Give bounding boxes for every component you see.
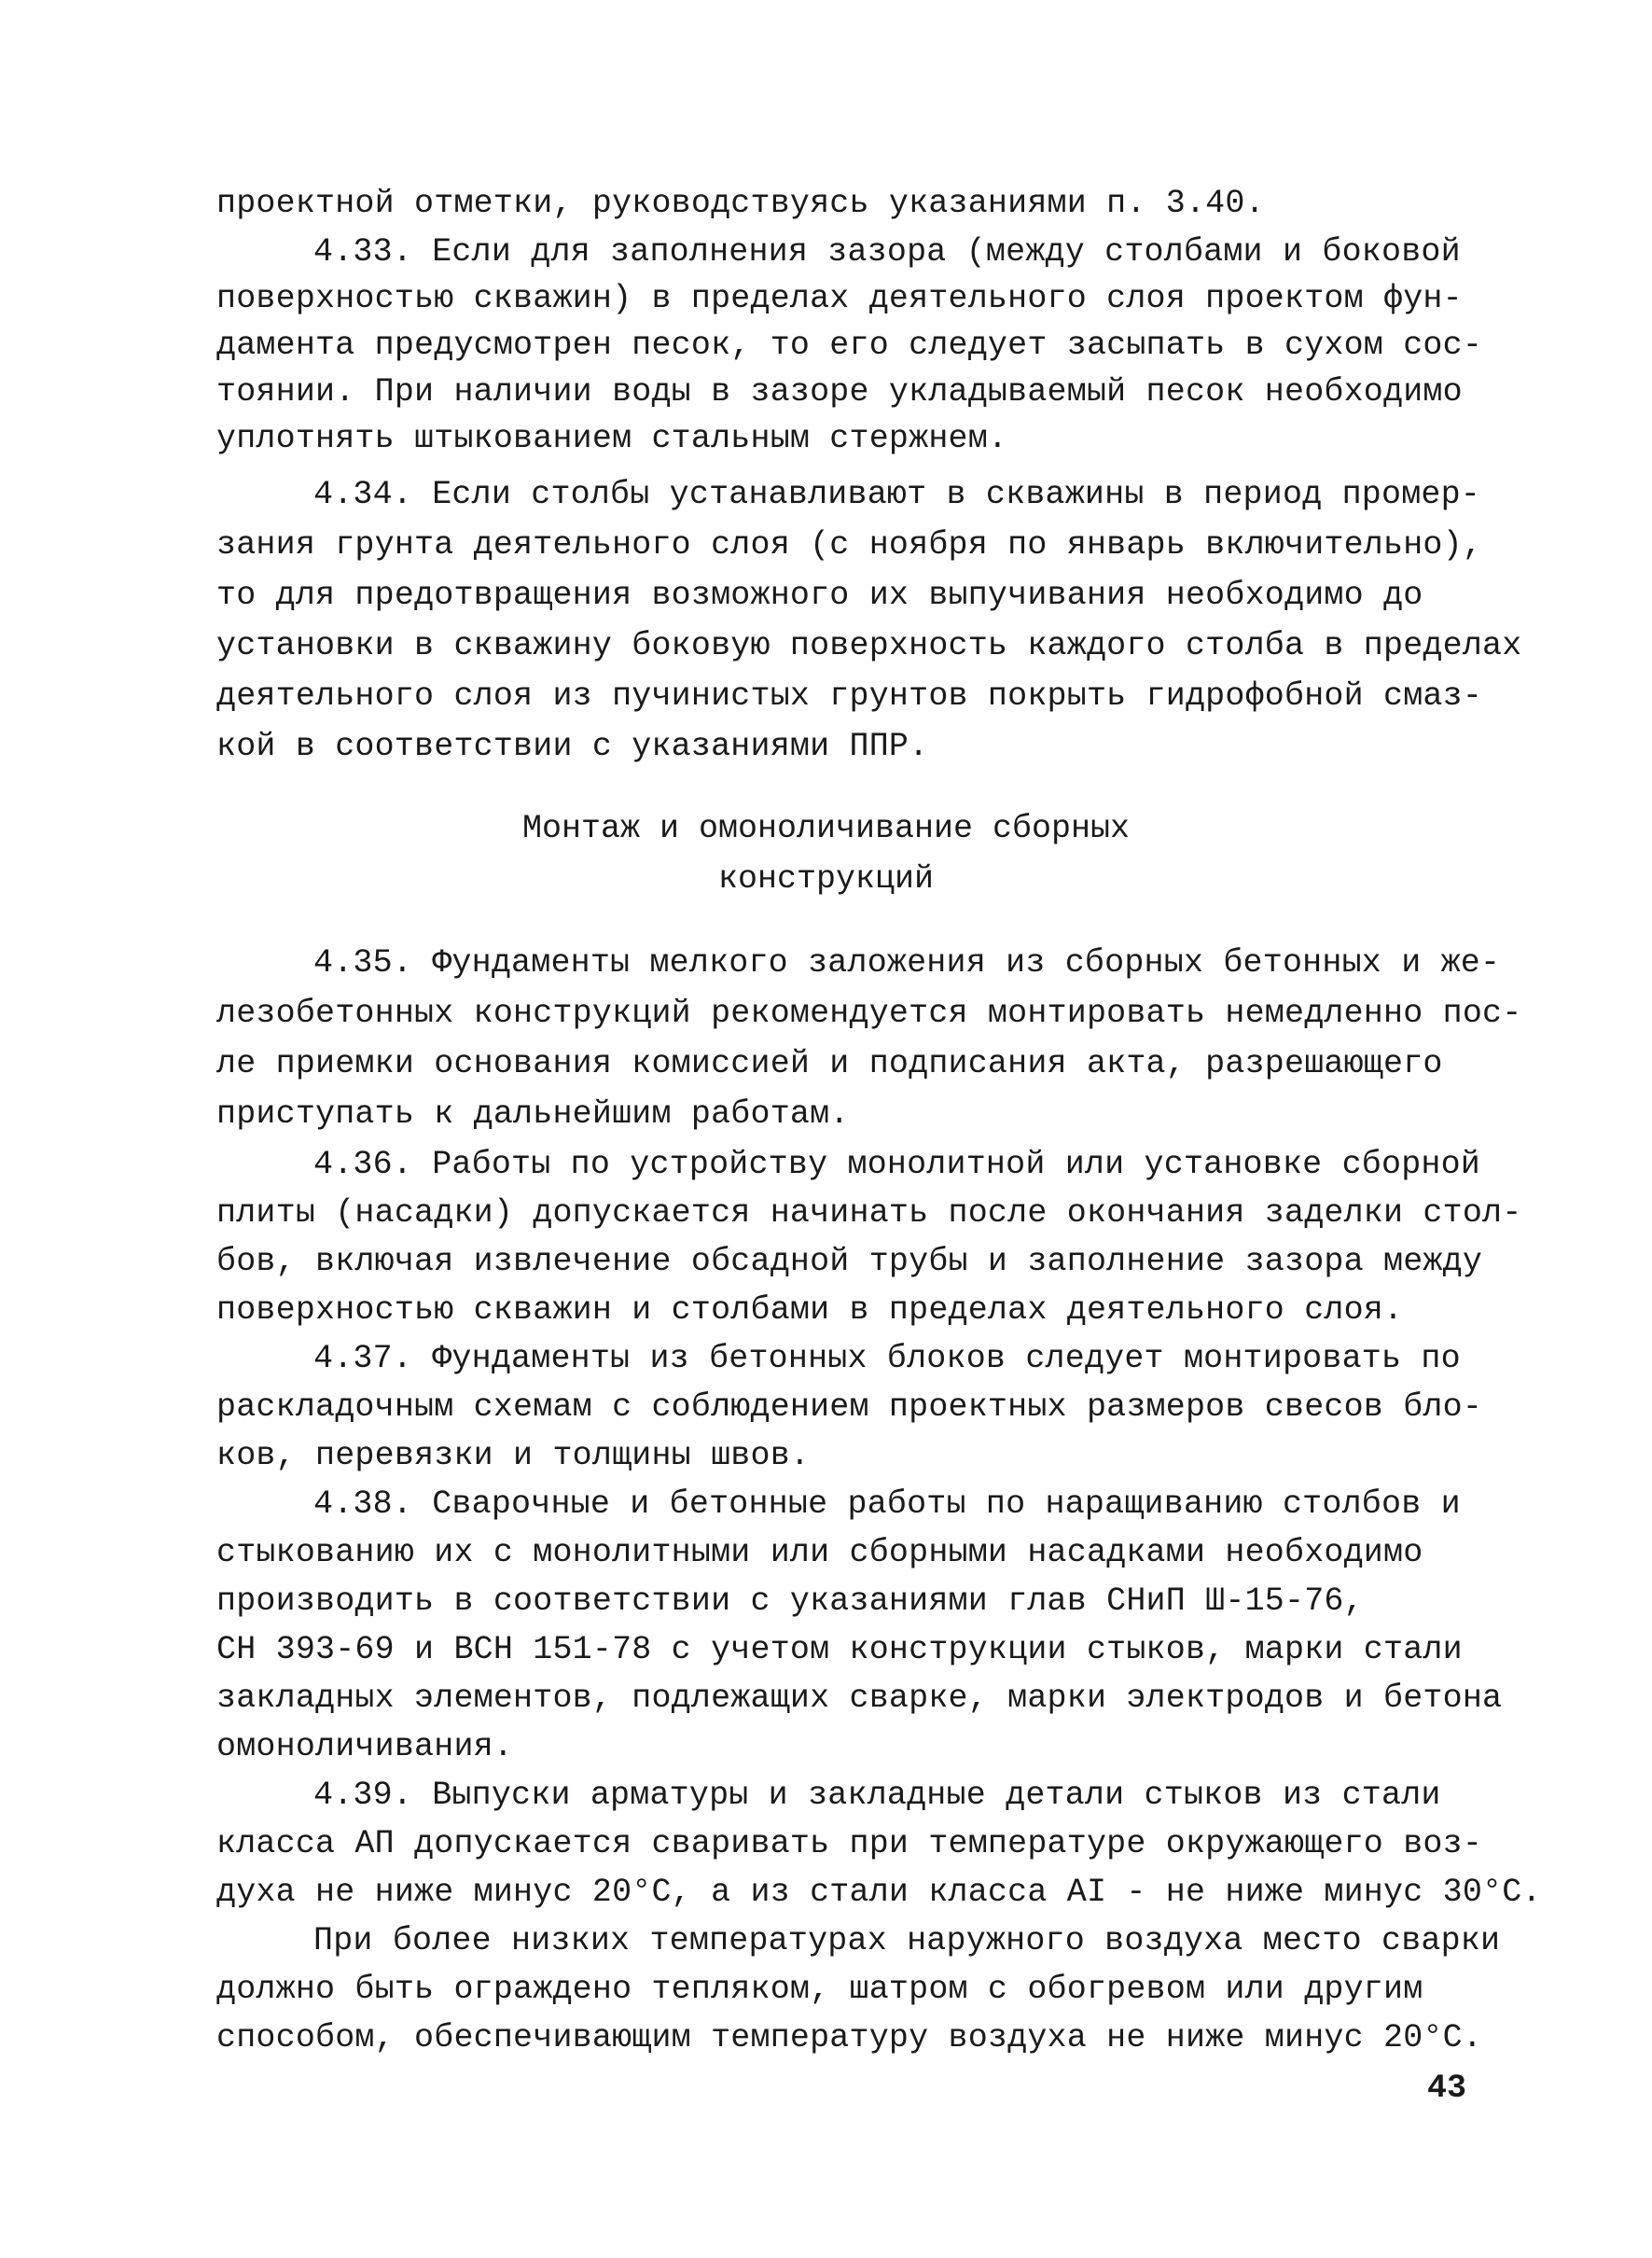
text-line: способом, обеспечивающим температуру воздуха не ниже минус 20°С.	[216, 2019, 1483, 2056]
text-line: проектной отметки, руководствуясь указаниями п. 3.40.	[216, 185, 1265, 222]
section-heading: Монтаж и омоноличивание сборных	[521, 810, 1131, 847]
text-line: должно быть ограждено тепляком, шатром с обогревом или другим	[216, 1971, 1423, 2008]
text-line: бов, включая извлечение обсадной трубы и заполнение зазора между	[216, 1243, 1483, 1280]
text-line: зания грунта деятельного слоя (с ноября по январь включительно),	[216, 526, 1483, 564]
text-line: закладных элементов, подлежащих сварке, марки электродов и бетона	[216, 1680, 1503, 1717]
text-line: раскладочным схемам с соблюдением проектных размеров свесов бло-	[216, 1388, 1483, 1426]
section-heading-continued: конструкций	[717, 860, 935, 898]
text-line: приступать к дальнейшим работам.	[216, 1095, 850, 1133]
paragraph-4-37-start: 4.37. Фундаменты из бетонных блоков следует монтировать по	[313, 1340, 1461, 1377]
text-line: деятельного слоя из пучинистых грунтов покрыть гидрофобной смаз-	[216, 677, 1483, 715]
text-line: стыкованию их с монолитными или сборными насадками необходимо	[216, 1534, 1423, 1571]
text-line: класса АП допускается сваривать при температуре окружающего воз-	[216, 1825, 1483, 1862]
paragraph-4-36-start: 4.36. Работы по устройству монолитной или установке сборной	[313, 1146, 1481, 1183]
text-line: поверхностью скважин) в пределах деятельного слоя проектом фун-	[216, 280, 1463, 317]
paragraph-4-39-start: 4.39. Выпуски арматуры и закладные детали стыков из стали	[313, 1777, 1441, 1814]
paragraph-4-35-start: 4.35. Фундаменты мелкого заложения из сборных бетонных и же-	[313, 944, 1501, 982]
text-line: ле приемки основания комиссией и подписания акта, разрешающего	[216, 1045, 1443, 1082]
text-line: ков, перевязки и толщины швов.	[216, 1437, 811, 1474]
paragraph-4-33-start: 4.33. Если для заполнения зазора (между столбами и боковой	[313, 233, 1461, 271]
text-line: духа не ниже минус 20°С, а из стали класса АI - не ниже минус 30°С.	[216, 1874, 1542, 1911]
text-line: дамента предусмотрен песок, то его следует засыпать в сухом сос-	[216, 327, 1483, 364]
text-line: СН 393-69 и ВСН 151-78 с учетом конструкции стыков, марки стали	[216, 1631, 1463, 1668]
page-number: 43	[1427, 2070, 1467, 2107]
text-line: то для предотвращения возможного их выпучивания необходимо до	[216, 577, 1423, 614]
text-line: установки в скважину боковую поверхность каждого столба в пределах	[216, 627, 1522, 664]
text-line: кой в соответствии с указаниями ППР.	[216, 728, 929, 765]
paragraph-4-38-start: 4.38. Сварочные и бетонные работы по наращиванию столбов и	[313, 1485, 1461, 1523]
text-line: поверхностью скважин и столбами в пределах деятельного слоя.	[216, 1291, 1404, 1329]
paragraph-continuation-start: При более низких температурах наружного воздуха место сварки	[313, 1922, 1501, 1959]
text-line: омоноличивания.	[216, 1728, 514, 1765]
text-line: лезобетонных конструкций рекомендуется монтировать немедленно пос-	[216, 995, 1522, 1032]
text-line: уплотнять штыкованием стальным стержнем.	[216, 420, 1008, 457]
text-line: плиты (насадки) допускается начинать после окончания заделки стол-	[216, 1194, 1522, 1232]
text-line: тоянии. При наличии воды в зазоре укладываемый песок необходимо	[216, 373, 1463, 411]
paragraph-4-34-start: 4.34. Если столбы устанавливают в скважины в период промер-	[313, 476, 1481, 513]
text-line: производить в соответствии с указаниями глав СНиП Ш-15-76,	[216, 1582, 1364, 1620]
